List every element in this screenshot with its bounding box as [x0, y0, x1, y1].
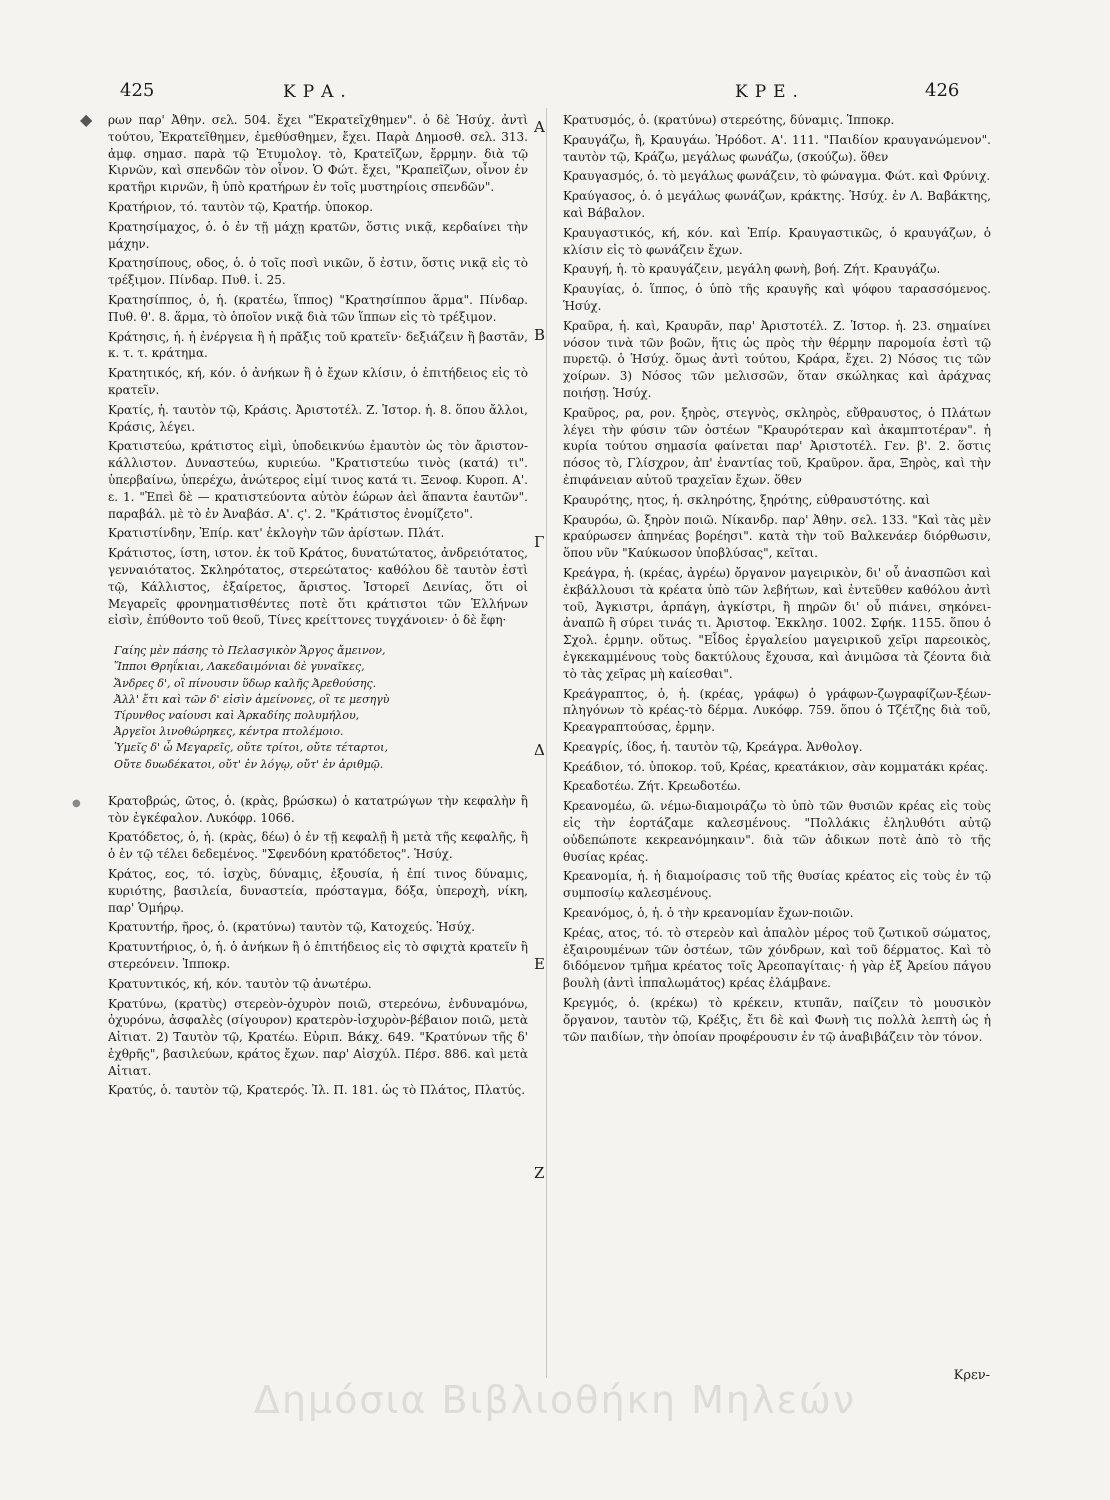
- dictionary-entry: Κρατυσμός, ὁ. (κρατύνω) στερεότης, δύναμις. Ἱπποκρ.: [563, 113, 895, 127]
- dictionary-entry: ρων παρ' Ἀθην. σελ. 504. ἔχει "Ἐκρατεῖχθημεν". ὁ δὲ Ἡσύχ. ἀντὶ τούτου, Ἐκρατεῖθημεν, ἐμεθύσθημεν, ἔχει. Παρὰ Δημοσθ. σελ. 313. ἀμφ. σημασ. παρὰ τῷ Ἐτυμολογ. τὸ, Κρατεῖζων, ἔρρμην. διὰ τῷ Κιρνῶν, καὶ σπενδῶν τὸν οἶνον. Ὁ Φώτ. ἔχει, "Κραπεῖζων, οἶνον ἐν κρατῆρι κιρνῶν, ἢ ὑπὸ κρατήρων ἐν τοῖς μυστηρίοις σπενδῶν".: [108, 113, 528, 195]
- dictionary-entry: Κραυγαστικός, κή, κόν. καὶ Ἐπίρ. Κραυγαστικῶς, ὁ κραυγάζων, ὁ κλίσιν εἰς τὸ φωνάζειν ἔχων.: [563, 225, 991, 257]
- dictionary-entry: Κρέας, ατος, τό. τὸ στερεὸν καὶ ἁπαλὸν μέρος τοῦ ζωτικοῦ σώματος, ἐξαιρουμένων τῶν ὀστέων, τῶν χόνδρων, καὶ τοῦ δέρματος. Καὶ τὸ διδόμενον τμῆμα κρέατος τοῖς Ἀρεοπαγίταις· ἡ γὰρ ἐξ Ἀρείου πάγου βουλὴ (ἀντὶ ἱππαλωμάτος) κρέας ἐλάμβανε.: [563, 925, 991, 991]
- verse-line: Ἄνδρες δ', οἳ πίνουσιν ὕδωρ καλῆς Ἀρεθούσης.: [114, 676, 377, 690]
- margin-letter-b: Β: [534, 326, 546, 344]
- library-watermark: Δημόσια Βιβλιοθήκη Μηλεών: [253, 1378, 857, 1422]
- dictionary-entry: Κρατυντήριος, ὁ, ἡ. ὁ ἀνήκων ἢ ὁ ἐπιτήδειος εἰς τὸ σφιχτὰ κρατεῖν ἢ στερεόνειν. Ἱπποκρ.: [108, 940, 528, 971]
- left-column: [108, 112, 528, 1102]
- dictionary-entry: Κρεαγρίς, ίδος, ἡ. ταυτὸν τῷ, Κρεάγρα. Ἀνθολογ.: [563, 739, 863, 754]
- margin-letter-d: Δ: [534, 741, 545, 759]
- dictionary-entry: Κραυρότης, ητος, ἡ. σκληρότης, ξηρότης, εὐθραυστότης. καὶ: [563, 492, 931, 507]
- dictionary-entry: Κρατιστεύω, κράτιστος εἰμὶ, ὑποδεικνύω ἐμαυτὸν ὡς τὸν ἄριστον-κάλλιστον. Δυναστεύω, κυριεύω. "Κρατιστεύω τινὸς (κατά) τι". ὑπερβαίνω, ὑπερέχω, ἀνώτερος εἰμί τινος κατά τι. Ξενοφ. Κυροπ. Α'. ε. 1. "Ἐπεὶ δὲ — κρατιστεύοντα αὐτὸν ἑώρων ἀεὶ ἅπαντα ἑαυτῶν". παραβάλ. μὲ τὸ ἐν Ἀναβάσ. Α'. ϛ'. 2. "Κράτιστος ἐνομίζετο".: [108, 439, 528, 521]
- verse-line: Οὔτε δυωδέκατοι, οὔτ' ἐν λόγῳ, οὔτ' ἐν ἀριθμῷ.: [114, 757, 384, 771]
- dictionary-entry: Κράτος, εος, τό. ἰσχὺς, δύναμις, ἐξουσία, ἡ ἐπί τινος δύναμις, κυριότης, βασιλεία, δυναστεία, πρόσταγμα, δόξα, ὑπεροχὴ, νίκη, παρ' Ὁμήρῳ.: [108, 866, 528, 915]
- paper-fleck: ●: [72, 798, 81, 809]
- margin-letter-g: Γ: [534, 533, 545, 551]
- verse-line: Ἀργεῖοι λινοθώρηκες, κέντρα πτολέμοιο.: [114, 725, 344, 739]
- margin-letter-z: Ζ: [534, 1164, 545, 1182]
- margin-letter-e: Ε: [534, 955, 545, 973]
- dictionary-entry: Κραυρόω, ῶ. ξηρὸν ποιῶ. Νίκανδρ. παρ' Ἀθην. σελ. 133. "Καὶ τὰς μὲν κραύρωσεν ἀπηνέας βορέησι". κατὰ τὴν τοῦ Βαλκενάερ διόρθωσιν, ὅπου νῦν "Καύκωσον ὑποβλύσας", κεῖται.: [563, 512, 991, 561]
- left-running-head: ΚΡΑ.: [283, 82, 353, 102]
- dictionary-entry: Κρεανομία, ἡ. ἡ διαμοίρασις τοῦ τῆς θυσίας κρέατος εἰς τοὺς ἐν τῷ συμποσίῳ καλεσμένους.: [563, 869, 991, 901]
- dictionary-entry: Κραύγασος, ὁ. ὁ μεγάλως φωνάζων, κράκτης. Ἡσύχ. ἐν Λ. Βαβάκτης, καὶ Βάβαλον.: [563, 189, 991, 220]
- dictionary-entry: Κραυγασμός, ὁ. τὸ μεγάλως φωνάζειν, τὸ φώναγμα. Φώτ. καὶ Φρύνιχ.: [563, 169, 991, 184]
- right-running-head: ΚΡΕ.: [735, 82, 805, 102]
- left-page-number: 425: [120, 80, 155, 101]
- dictionary-entry: Κραυγίας, ὁ. ἵππος, ὁ ὑπὸ τῆς κραυγῆς καὶ ψόφου ταρασσόμενος. Ἡσύχ.: [563, 282, 991, 313]
- dictionary-entry: Κραυγή, ἡ. τὸ κραυγάζειν, μεγάλη φωνὴ, βοή. Ζήτ. Κραυγάζω.: [563, 262, 941, 277]
- dictionary-entry: Κρατησίμαχος, ὁ. ὁ ἐν τῇ μάχῃ κρατῶν, ὅστις νικᾷ, κερδαίνει τὴν μάχην.: [108, 219, 528, 251]
- dictionary-entry: Κρατύς, ὁ. ταυτὸν τῷ, Κρατερός. Ἰλ. Π. 181. ὡς τὸ Πλάτος, Πλατύς.: [108, 1083, 526, 1098]
- quoted-verse: [114, 643, 528, 773]
- dictionary-entry: Κραῦρα, ἡ. καὶ, Κραυρᾶν, παρ' Ἀριστοτέλ. Ζ. Ἱστορ. ἡ. 23. σημαίνει νόσον τινὰ τῶν βοῶν, ἥτις ὡς πρὸς τὴν θέρμην παρομοία ἐστὶ τῷ πυρετῷ. ὁ Ἡσύχ. ὅμως ἀντὶ τούτου, Κράρα, ἔχει. 2) Νόσος τις τῶν χοίρων. 3) Νόσος τῶν μελισσῶν, ὅταν σκώληκας καὶ ἀράχνας ποιήσῃ. Ἡσύχ.: [563, 318, 991, 400]
- dictionary-entry: Κρατυντικός, κή, κόν. ταυτὸν τῷ ἀνωτέρω.: [108, 976, 372, 991]
- right-column: [563, 112, 991, 1048]
- verse-line: Γαίης μὲν πάσης τὸ Πελασγικὸν Ἄργος ἄμεινον,: [114, 644, 386, 658]
- margin-letter-a: Α: [534, 118, 545, 136]
- verse-line: Τίρυνθος ναίουσι καὶ Ἀρκαδίης πολυμήλου,: [114, 708, 360, 722]
- dictionary-entry: Κρεάγραπτος, ὁ, ἡ. (κρέας, γράφω) ὁ γράφων-ζωγραφίζων-ξέων-πληγόνων τὸ κρέας-τὸ δέρμα. Λυκόφρ. 759. ὅπου ὁ Τζέτζης διὰ τοῦ, Κρεαγραπτούσας, ἑρμην.: [563, 686, 991, 735]
- dictionary-entry: Κρεγμός, ὁ. (κρέκω) τὸ κρέκειν, κτυπᾶν, παίζειν τὸ μουσικὸν ὄργανον, ταυτὸν τῷ, Κρέξις, ἔτι δὲ καὶ Φωνὴ τις πολλὰ λεπτὴ ὡς ἡ τῶν παιδίων, τὴν ὁποίαν προφέρουσιν ἐν τῷ ἀναβιβάζειν τὸν τόνον.: [563, 996, 991, 1044]
- dictionary-entry: Κρατυντήρ, ῆρος, ὁ. (κρατύνω) ταυτὸν τῷ, Κατοχεύς. Ἡσύχ.: [108, 920, 475, 935]
- dictionary-entry: Κρεανομέω, ῶ. νέμω-διαμοιράζω τὸ ὑπὸ τῶν θυσιῶν κρέας εἰς τοὺς εἰς τὴν ἑορτάζαμε καλεσμένους. "Πολλάκις ἐληλυθότι αὐτῷ οὐδεπώποτε κεκρεανόμηκαιν". διὰ τῶν ἀδικων ποτὲ ἀπὸ τὸ τῆς θυσίας κρέας.: [563, 799, 991, 864]
- dictionary-entry: Κραῦρος, ρα, ρον. ξηρὸς, στεγνὸς, σκληρὸς, εὔθραυστος, ὁ Πλάτων λέγει τὴν φύσιν τῶν ὀστέων "Κραυρότεραν καὶ ἀκαμπτοτέραν". ἡ κυρία τούτου σημασία φαίνεται παρ' Ἀριστοτέλ. Γεν. β'. 2. ὅστις πόσος τὸ, Γλίσχρον, ἀπ' ἐναντίας τοῦ, Κραῦρον. ἄρα, Ξηρὸς, καὶ τὴν ἐπιφάνειαν αὐτοῦ τραχεῖαν ἔχων. ὅθεν: [563, 405, 991, 487]
- catchword: Κρεν-: [953, 1368, 990, 1383]
- dictionary-entry: Κρατητικός, κή, κόν. ὁ ἀνήκων ἢ ὁ ἔχων κλίσιν, ὁ ἐπιτήδειος εἰς τὸ κρατεῖν.: [108, 366, 528, 397]
- dictionary-entry: Κρατησίππος, ὁ, ἡ. (κρατέω, ἵππος) "Κρατησίππου ἅρμα". Πίνδαρ. Πυθ. θ'. 8. ἅρμα, τὸ ὁποῖον νικᾷ διὰ τῶν ἵππων εἰς τὸ τρέξιμον.: [108, 292, 528, 324]
- dictionary-entry: Κρατησίπους, οδος, ὁ. ὁ τοῖς ποσὶ νικῶν, ὅ ἐστιν, ὅστις νικᾷ εἰς τὸ τρέξιμον. Πίνδαρ. Πυθ. ἰ. 25.: [108, 256, 528, 288]
- dictionary-entry: Κρατιστίνδην, Ἐπίρ. κατ' ἐκλογὴν τῶν ἀρίστων. Πλάτ.: [108, 526, 445, 541]
- ink-mark: ◆: [80, 110, 93, 129]
- dictionary-entry: Κρεαδοτέω. Ζήτ. Κρεωδοτέω.: [563, 779, 741, 794]
- dictionary-entry: Κρατίς, ἡ. ταυτὸν τῷ, Κράσις. Ἀριστοτέλ. Ζ. Ἱστορ. ἡ. 8. ὅπου ἄλλοι, Κράσις, λέγει.: [108, 402, 528, 434]
- dictionary-entry: Κρατόδετος, ὁ, ἡ. (κρὰς, δέω) ὁ ἐν τῇ κεφαλῇ ἢ μετὰ τῆς κεφαλῆς, ἢ ὁ ἐν τῷ τέλει δεδεμένος. "Σφενδόνη κρατόδετος". Ἡσύχ.: [108, 830, 528, 862]
- right-page-number: 426: [925, 80, 960, 101]
- column-divider: [546, 108, 547, 1378]
- verse-line: Ἀλλ' ἔτι καὶ τῶν δ' εἰσὶν ἀμείνονες, οἳ τε μεσηγὺ: [114, 692, 390, 706]
- dictionary-entry: Κραυγάζω, ἢ, Κραυγάω. Ἡρόδοτ. Α'. 111. "Παιδίον κραυγανώμενον". ταυτὸν τῷ, Κράζω, μεγάλως φωνάζω, (σκούζω). ὅθεν: [563, 132, 991, 164]
- dictionary-entry: Κρεάδιον, τό. ὑποκορ. τοῦ, Κρέας, κρεατάκιον, σὰν κομματάκι κρέας.: [563, 759, 989, 774]
- dictionary-entry: Κράτησις, ἡ. ἡ ἐνέργεια ἢ ἡ πρᾶξις τοῦ κρατεῖν· δεξιάζειν ἢ βαστᾶν, κ. τ. τ. κράτημα.: [108, 329, 528, 361]
- dictionary-entry: Κρατύνω, (κρατὺς) στερεὸν-ὀχυρὸν ποιῶ, στερεόνω, ἐνδυναμόνω, ὀχυρόνω, ἀσφαλὲς (σίγουρον) κρατερὸν-ἰσχυρὸν-βέβαιον ποιῶ, μετὰ Αἰτιατ. 2) Ταυτὸν τῷ, Κρατέω. Εὐριπ. Βάκχ. 649. "Κρατύνων τῆς δ' ἐχθρῆς", βασιλεύων, κράτος ἔχων. παρ' Αἰσχύλ. Πέρσ. 886. καὶ μετὰ Αἰτιατ.: [108, 996, 528, 1078]
- verse-line: Ἵπποι Θρηΐκιαι, Λακεδαιμόνιαι δὲ γυναῖκες,: [114, 660, 365, 674]
- dictionary-entry: Κρεάγρα, ἡ. (κρέας, ἀγρέω) ὄργανον μαγειρικὸν, δι' οὗ ἀνασπῶσι καὶ ἐκβάλλουσι τὰ κρέατα ὑπὸ τῶν λεβήτων, καὶ ἐντεῦθεν καθόλου ἀντὶ τοῦ, Ἀγκιστρι, ἁρπάγη, ἀγκίστρι, ἢ πηρῶν δι' οὗ πιάνει, σηκόνει-ἀναπῶ ἢ σύρει τινάς τι. Ἀριστοφ. Ἐκκλησ. 1002. Σφήκ. 1155. ὅπου ὁ Σχολ. ἑρμην. οὕτως. "Εἶδος ἐργαλείου μαγειρικοῦ χεῖρι παρεοικὸς, ἐγκεκαμμένους τοὺς δακτύλους ἔχουσα, καὶ ἀνιμῶσα τὰ ζέοντα διὰ τὸ τὰς χεῖρας μὴ καίεσθαι".: [563, 565, 991, 681]
- dictionary-entry: Κράτιστος, ίστη, ιστον. ἐκ τοῦ Κράτος, δυνατώτατος, ἀνδρειότατος, γενναιότατος. Σκληρότατος, στερεώτατος· καθόλου δὲ ταυτὸν ἐστὶ τῷ, Κάλλιστος, ἐξαίρετος, ἄριστος. Ἱστορεῖ Δεινίας, ὅτι οἱ Μεγαρεῖς φρονηματισθέντες ποτὲ ὅτι κράτιστοι τῶν Ἑλλήνων εἰσὶν, ἐπύθοντο τοῦ θεοῦ, Τίνες κρείττονες τυγχάνοιεν· ὁ δὲ ἔφη·: [108, 546, 528, 628]
- verse-line: Ὑμεῖς δ' ὦ Μεγαρεῖς, οὔτε τρίτοι, οὔτε τέταρτοι,: [114, 741, 388, 755]
- dictionary-entry: Κρεανόμος, ὁ, ἡ. ὁ τὴν κρεανομίαν ἔχων-ποιῶν.: [563, 906, 854, 921]
- dictionary-entry: Κρατοβρώς, ῶτος, ὁ. (κρὰς, βρώσκω) ὁ κατατρώγων τὴν κεφαλὴν ἢ τὸν ἐγκέφαλον. Λυκόφρ. 1066.: [108, 793, 528, 825]
- dictionary-entry: Κρατήριον, τό. ταυτὸν τῷ, Κρατήρ. ὑποκορ.: [108, 199, 374, 214]
